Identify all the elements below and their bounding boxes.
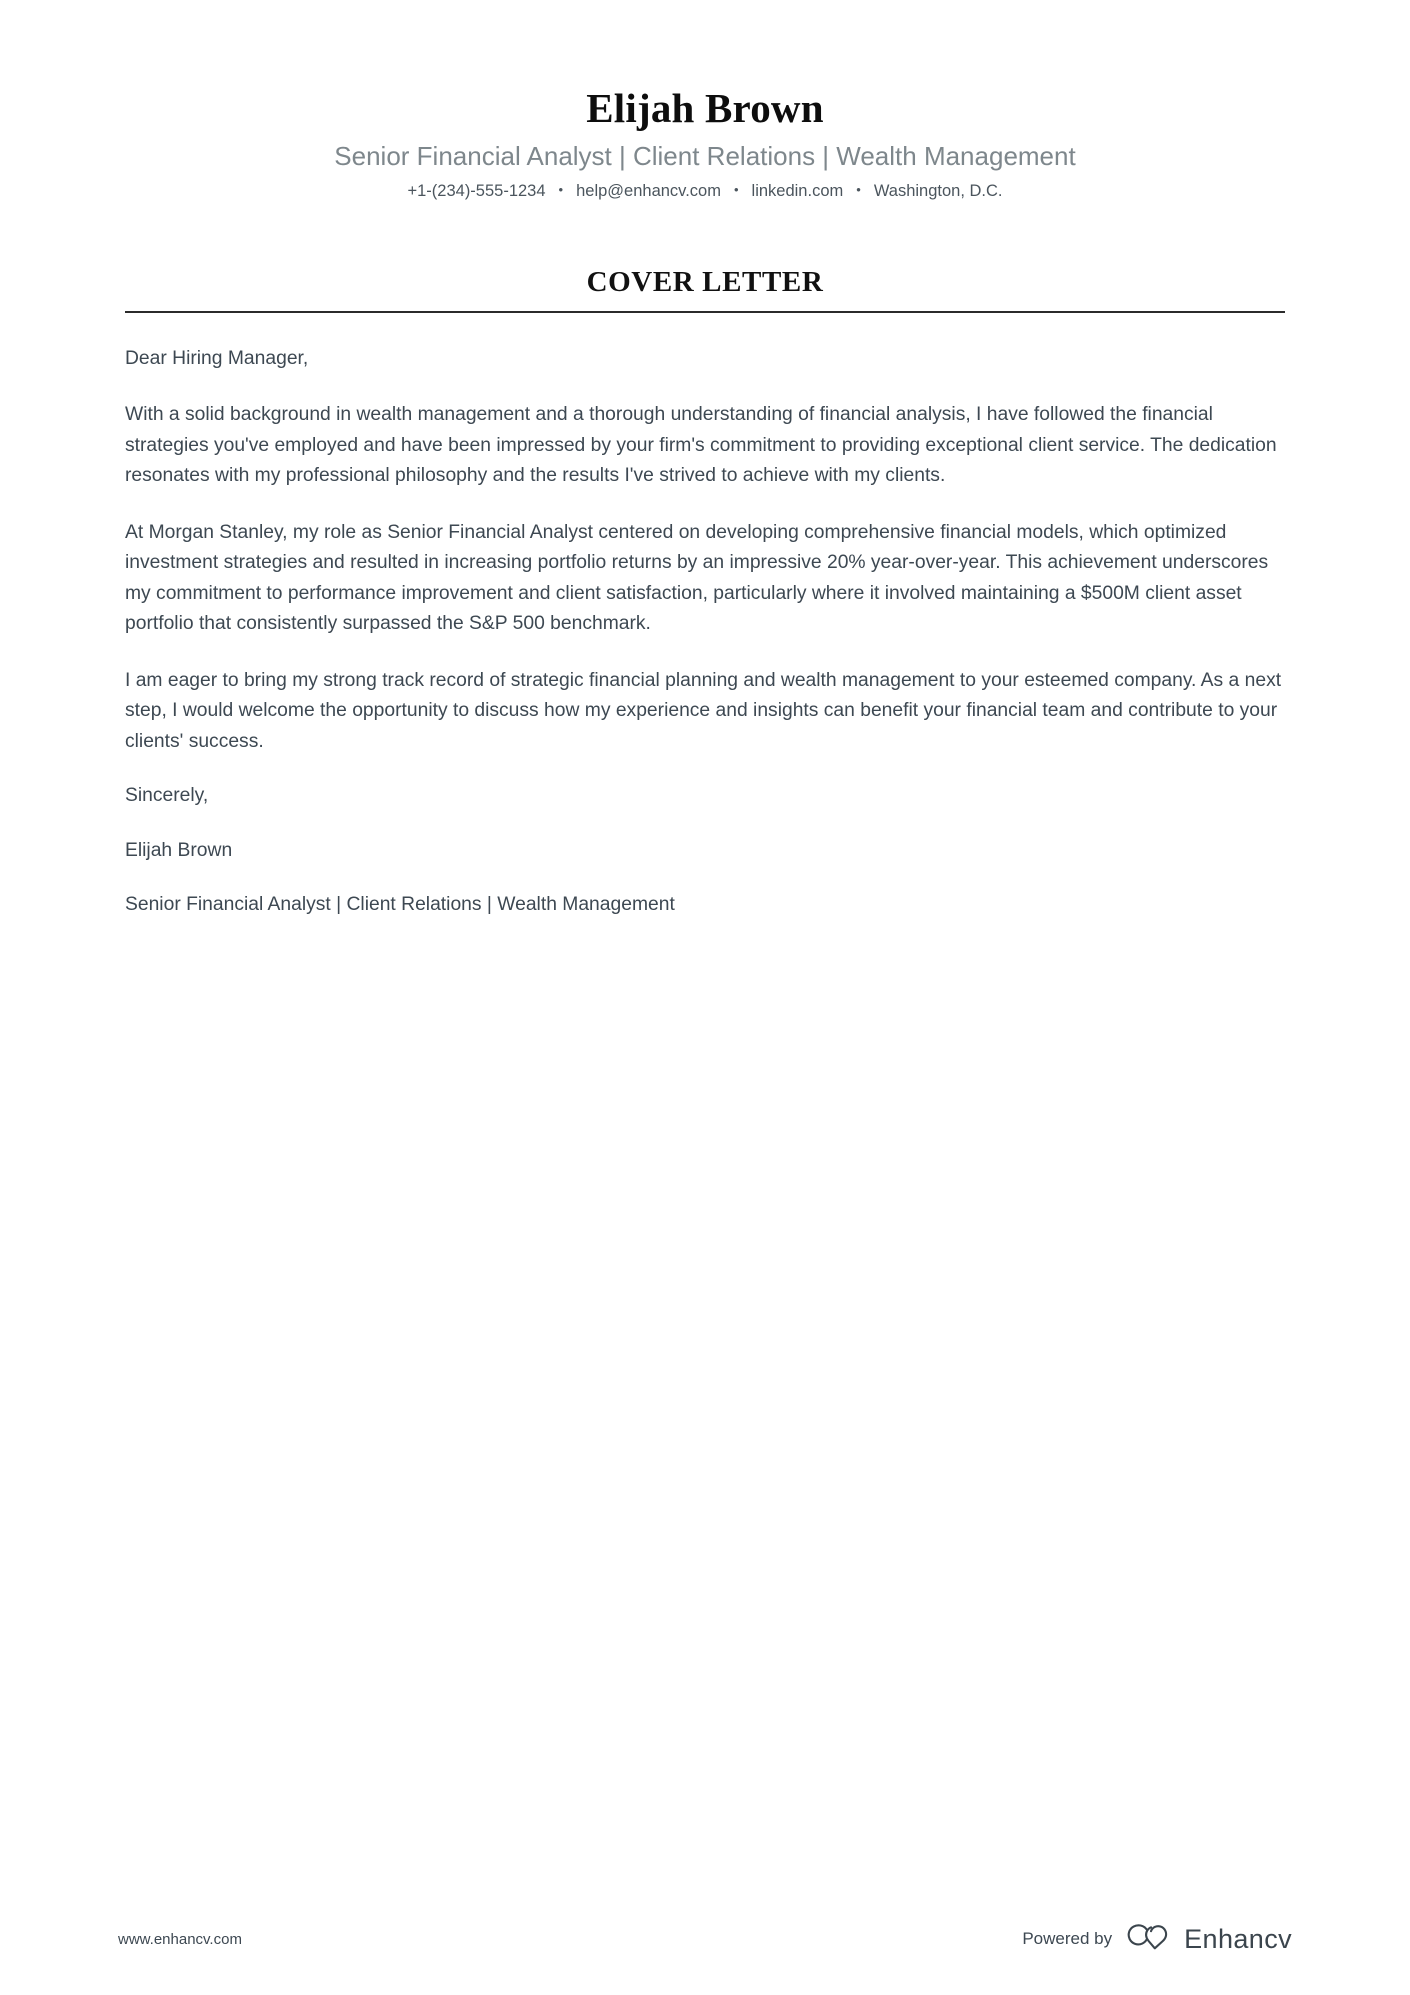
- bullet-separator-icon: •: [856, 182, 861, 198]
- letter-salutation: Dear Hiring Manager,: [125, 347, 309, 369]
- letter-paragraph-1: With a solid background in wealth management and a thorough understanding of financial analysis, I have followed the financial strategies you've employed and have been impressed by your firm's commitment to providing exceptional client service. The dedication resonates with my professional philosophy and the results I've strived to achieve with my clients.: [125, 404, 1277, 487]
- contact-info-row: [0, 180, 1410, 203]
- cover-letter-section-header: [0, 266, 1410, 313]
- contact-email[interactable]: help@enhancv.com: [576, 181, 721, 200]
- candidate-name: Elijah Brown: [586, 85, 824, 131]
- document-footer: [0, 1883, 1410, 1995]
- letter-paragraph-2: At Morgan Stanley, my role as Senior Financial Analyst centered on developing comprehensive financial models, which optimized investment strategies and resulted in increasing portfolio returns by an impressive 20% year-over-year. This achievement underscores my commitment to performance improvement and client satisfaction, particularly where it involved maintaining a $500M client asset portfolio that consistently surpassed the S&P 500 benchmark.: [125, 521, 1269, 635]
- enhancv-logo-icon: [1126, 1922, 1172, 1957]
- letter-paragraph-3: I am eager to bring my strong track record of strategic financial planning and wealth management to your esteemed company. As a next step, I would welcome the opportunity to discuss how my experience and insights can benefit your financial team and contribute to your clients' success.: [125, 669, 1282, 752]
- contact-location: Washington, D.C.: [873, 181, 1003, 200]
- bullet-separator-icon: •: [558, 182, 564, 198]
- section-title: COVER LETTER: [586, 265, 824, 298]
- bullet-separator-icon: •: [733, 182, 739, 198]
- candidate-headline: Senior Financial Analyst | Client Relations | Wealth Management: [334, 140, 1076, 171]
- signature-title: Senior Financial Analyst | Client Relations | Wealth Management: [125, 894, 675, 916]
- powered-by-block: [1022, 1922, 1292, 1957]
- enhancv-brand[interactable]: [1126, 1922, 1292, 1957]
- enhancv-wordmark: Enhancv: [1184, 1923, 1292, 1954]
- contact-linkedin[interactable]: linkedin.com: [751, 181, 844, 200]
- contact-phone: +1-(234)-555-1234: [407, 181, 546, 200]
- letter-closing: Sincerely,: [125, 785, 209, 807]
- signature-name: Elijah Brown: [125, 839, 233, 861]
- document-header: [0, 0, 1410, 203]
- footer-website-url[interactable]: www.enhancv.com: [118, 1930, 242, 1948]
- section-divider: [125, 311, 1285, 313]
- letter-body: [0, 344, 1410, 921]
- powered-by-label: Powered by: [1022, 1929, 1113, 1948]
